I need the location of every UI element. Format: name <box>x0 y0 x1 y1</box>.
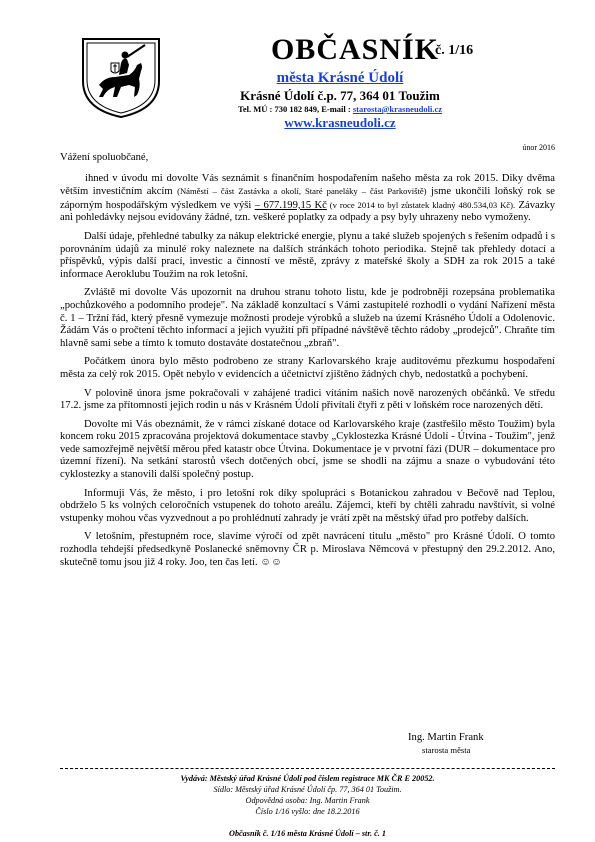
paragraph-cycle-path: Dovolte mi Vás obeznámit, že v rámci získané dotace od Karlovarského kraje (zastřešilo město Toužim) byla koncem roku 2015 zpracována projektová dokumentace stavby „Cyklostezka Krásné Údolí - Útvina - Toužim", jenž vede samozřejmě největší měrou před katastr obce Útvina. Dokumentace je v prvotní fázi (DUR – dokumentace pro územní řízení). Na setkání starostů všech dotčených obcí, jsme se shodli na zájmu a snaze o vybudování této cyklostezky a stanovili další společný postup. <box>60 418 555 481</box>
website-link[interactable]: www.krasneudoli.cz <box>284 115 396 130</box>
issue-number: č. 1/16 <box>435 43 474 58</box>
issue-date: únor 2016 <box>522 143 555 152</box>
paragraph-finances: ihned v úvodu mi dovolte Vás seznámit s finančním hospodařením našeho města za rok 2015. Diky dvěma větším investičním akcím (Náměstí – část Zastávka a okolí, Staré paneláky – část Parkoviště) jsme ukončili loňský rok se záporným hospodářským výsledkem ve výši – 677.199,15 Kč (v roce 2014 to byl zůstatek kladný 480.534,03 Kč). Závazky ani pohledávky nejsou evidovány žádné, tzn. veškeré poplatky za odpady a psy byly uhrazeny nebo vymoženy. <box>60 172 556 224</box>
paragraph-botanical-garden: Informuji Vás, že město, i pro letošní rok díky spolupráci s Botanickou zahradou v Bečově nad Teplou, obdrželo 5 ks volných celoročních vstupenek do tohoto areálu. Zájemci, kteří by chtěli zahradu navštívit, si volné vstupenky mohou včas vyzvednout a po prohlédnutí zahrady je vrátí zpět na městský úřad pro potřeby dalších. <box>60 487 555 524</box>
responsible-person-line: Odpovědná osoba: Ing. Martin Frank <box>245 796 370 805</box>
city-name-link[interactable]: města Krásné Údolí <box>276 70 404 86</box>
signature-block <box>408 732 484 756</box>
paragraph-sales: Zvláště mi dovolte Vás upozornit na druhou stranu tohoto listu, kde je podrobněji rozepsána problematika „pochůzkového a podomního prodeje". Na základě konzultací s Vámi zastupitelé rozhodli o vydání Nařízení města č. 1 – Tržní řád, který přesně vymezuje možnosti prodeje výrobků a služeb na území Krásného Údolí a Odolenovic. Žádám Vás o pročtení těchto informací a jejich využití při případné návštěvě těchto rádoby „prodejců". Chraňte tím hlavně sami sebe a tímto k tomuto dostaváte dostatečnou „zbraň". <box>60 287 555 349</box>
city-coat-of-arms <box>79 35 163 119</box>
masthead <box>190 33 490 131</box>
greeting: Vážení spoluobčané, <box>60 152 149 163</box>
phone-number: Tel. MÚ : 730 182 849, <box>237 104 320 114</box>
paragraph-anniversary: V letošním, přestupném roce, slavíme výročí od zpět navrácení titulu „město" pro Krásné Údolí. O tomto rozhodla tehdejší předsedkyně Poslanecké sněmovny ČR p. Miroslava Němcová v přestupný den 29.2.2012. Ano, skutečně tomu jsou již 4 roky. Joo, ten čas letí. ☺☺ <box>60 531 555 568</box>
footer-divider <box>60 768 555 769</box>
city-address: Krásné Údolí č.p. 77, 364 01 Toužim <box>240 88 440 103</box>
paragraph-newborns: V polovině února jsme pokračovali v zahájené tradici vítáním našich nově narozených občánků. Ve středu 17.2. jsme za přítomnosti jejich rodin u nás v Krásném Údolí přivítali čtyři z pěti v loňském roce narozených dětí. <box>60 387 555 412</box>
page-number: Občasník č. 1/16 města Krásné Údolí – str. č. 1 <box>229 829 386 838</box>
contact-line <box>190 104 490 114</box>
publisher-info <box>60 773 555 817</box>
seat-line: Sídlo: Městský úřad Krásné Údolí čp. 77, 364 01 Toužim. <box>213 785 402 794</box>
paragraph-audit: Počátkem února bylo město podrobeno ze strany Karlovarského kraje auditovému přezkumu hospodaření města za celý rok 2015. Opět nebylo v evidencích a účetnictví zjištěno žádných chyb, nedostatků a pochybení. <box>60 356 555 380</box>
issue-release-line: Číslo 1/16 vyšlo: dne 18.2.2016 <box>255 807 360 816</box>
letter-body <box>60 152 555 575</box>
email-link[interactable]: starosta@krasneudoli.cz <box>352 104 443 114</box>
publisher-line: Vydává: Městský úřad Krásné Údolí pod číslem registrace MK ČR E 20052. <box>180 774 435 783</box>
signature-role: starosta města <box>422 745 471 755</box>
paragraph-tables: Další údaje, přehledné tabulky za nákup elektrické energie, plynu a také služeb spojených s řešením odpadů i s porovnáním údajů za minulé roky naleznete na dalších stránkách tohoto periodika. Stejně tak přehledy dotací a příspěvků, výpis další prací, investic a činností ve městě, zprávy z mateřské školy a SDH za rok 2015 a také informace Aeroklubu Toužim na rok letošní. <box>60 230 555 280</box>
email-label: E-mail : <box>321 104 351 114</box>
newsletter-title: OBČASNÍK <box>270 33 440 66</box>
signature-name: Ing. Martin Frank <box>408 732 484 743</box>
